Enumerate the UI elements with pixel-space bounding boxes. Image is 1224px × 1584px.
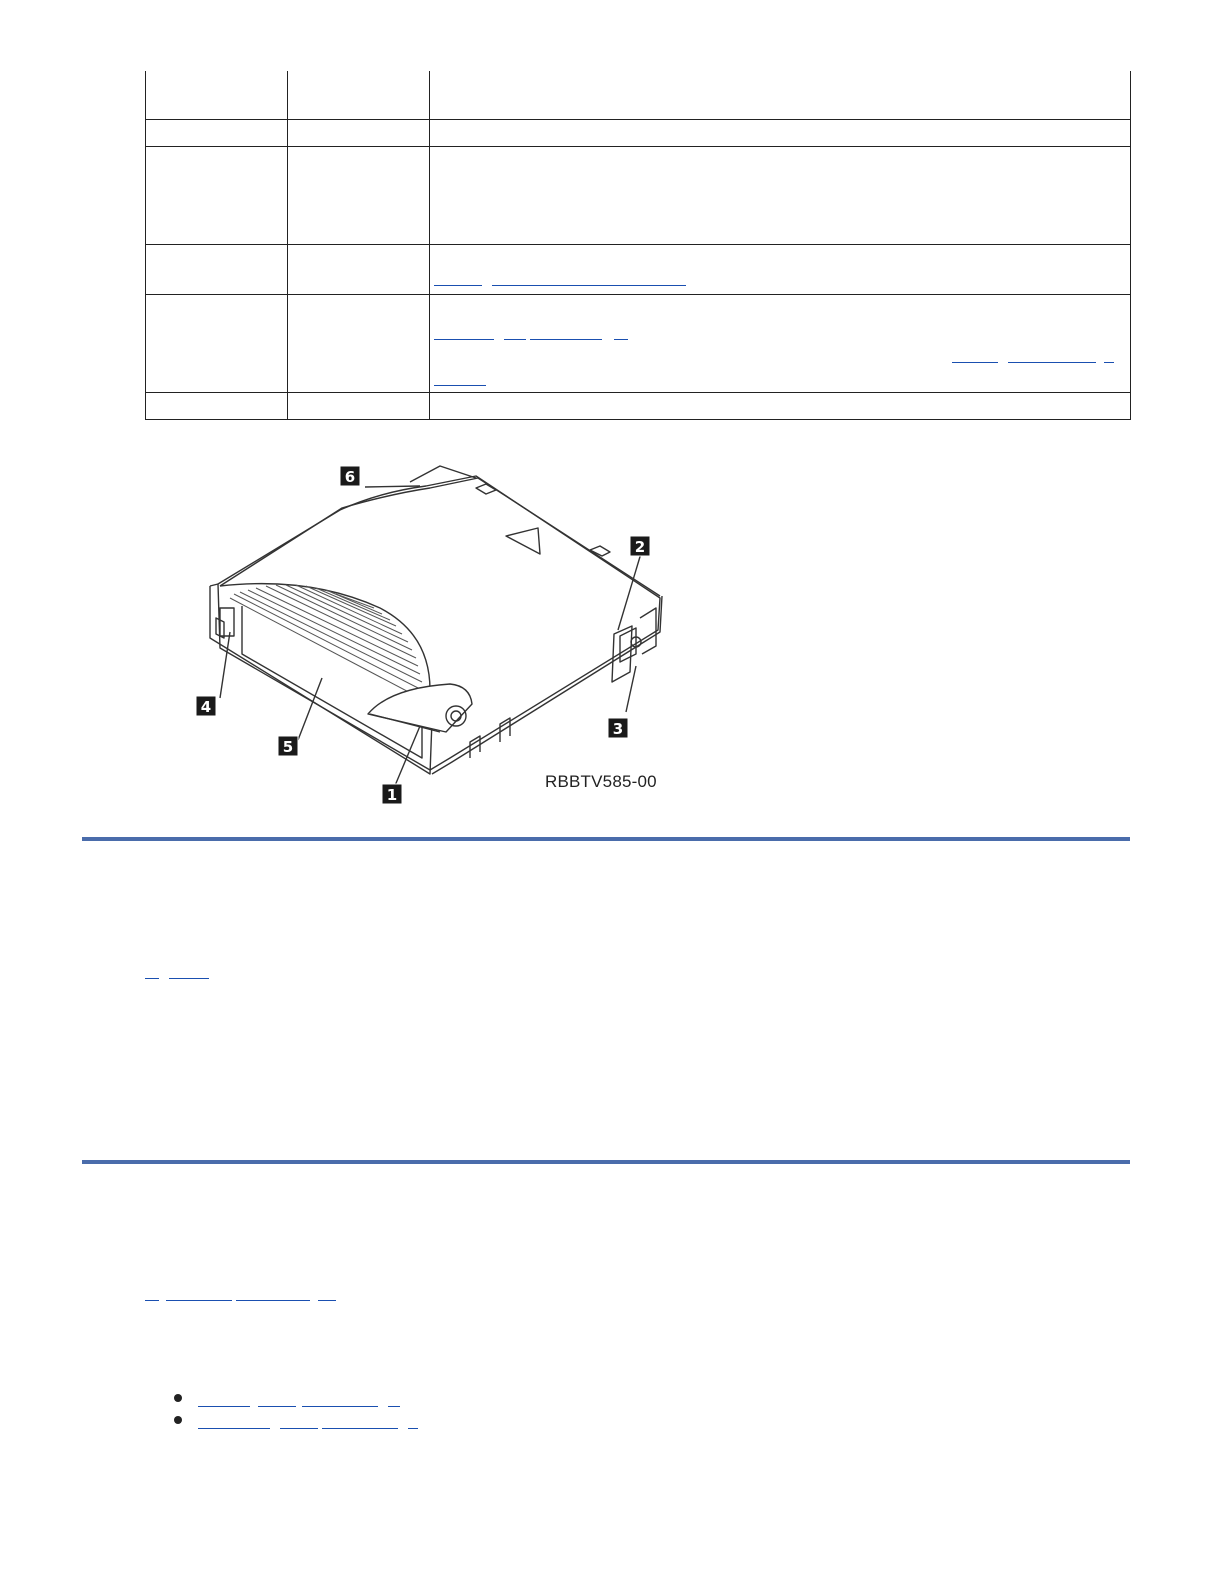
table-cell xyxy=(288,147,430,245)
table-link[interactable] xyxy=(434,285,482,286)
cartridge-illustration xyxy=(190,458,680,808)
section-divider xyxy=(82,837,1130,841)
table-row xyxy=(146,71,1131,120)
table-link[interactable] xyxy=(1104,362,1114,363)
related-link[interactable] xyxy=(198,1406,250,1407)
related-link[interactable] xyxy=(302,1406,378,1407)
bullet-icon xyxy=(174,1416,182,1424)
callout-label: 1 xyxy=(386,786,398,804)
section-link[interactable] xyxy=(145,1300,159,1301)
table-cell xyxy=(430,71,1131,120)
section-link[interactable] xyxy=(318,1300,336,1301)
related-link[interactable] xyxy=(258,1406,296,1407)
table-cell xyxy=(288,393,430,420)
table-cell xyxy=(288,295,430,393)
section-link[interactable] xyxy=(145,978,159,979)
table-link[interactable] xyxy=(504,339,526,340)
specifications-table xyxy=(145,71,1131,420)
table-cell xyxy=(146,245,288,295)
callout-label: 5 xyxy=(282,738,294,756)
table-link[interactable] xyxy=(530,339,602,340)
table-cell xyxy=(146,295,288,393)
section-divider xyxy=(82,1160,1130,1164)
table-cell xyxy=(146,393,288,420)
related-link[interactable] xyxy=(322,1428,398,1429)
table-cell xyxy=(146,71,288,120)
table-cell xyxy=(146,147,288,245)
table-link[interactable] xyxy=(434,385,486,386)
section-link[interactable] xyxy=(236,1300,310,1301)
table-row xyxy=(146,393,1131,420)
callout-label: 2 xyxy=(634,538,646,556)
table-row xyxy=(146,245,1131,295)
table-link[interactable] xyxy=(614,339,628,340)
table-cell xyxy=(288,245,430,295)
table-cell xyxy=(430,147,1131,245)
figure-id: RBBTV585-00 xyxy=(545,772,657,791)
table-link[interactable] xyxy=(434,339,494,340)
bullet-icon xyxy=(174,1394,182,1402)
section-link[interactable] xyxy=(169,978,209,979)
related-link[interactable] xyxy=(388,1406,400,1407)
table-cell xyxy=(430,245,1131,295)
table-row xyxy=(146,295,1131,393)
table-row xyxy=(146,120,1131,147)
section-link[interactable] xyxy=(166,1300,232,1301)
table-cell xyxy=(288,120,430,147)
table-link[interactable] xyxy=(1008,362,1096,363)
table-cell xyxy=(430,393,1131,420)
table-cell xyxy=(430,295,1131,393)
table-cell xyxy=(430,120,1131,147)
table-cell xyxy=(146,120,288,147)
callout-label: 6 xyxy=(344,468,356,486)
table-link[interactable] xyxy=(492,285,686,286)
callout-label: 4 xyxy=(200,698,212,716)
table-cell xyxy=(288,71,430,120)
table-row xyxy=(146,147,1131,245)
related-link[interactable] xyxy=(280,1428,318,1429)
callout-label: 3 xyxy=(612,720,624,738)
related-link[interactable] xyxy=(408,1428,418,1429)
related-link[interactable] xyxy=(198,1428,270,1429)
table-link[interactable] xyxy=(952,362,998,363)
